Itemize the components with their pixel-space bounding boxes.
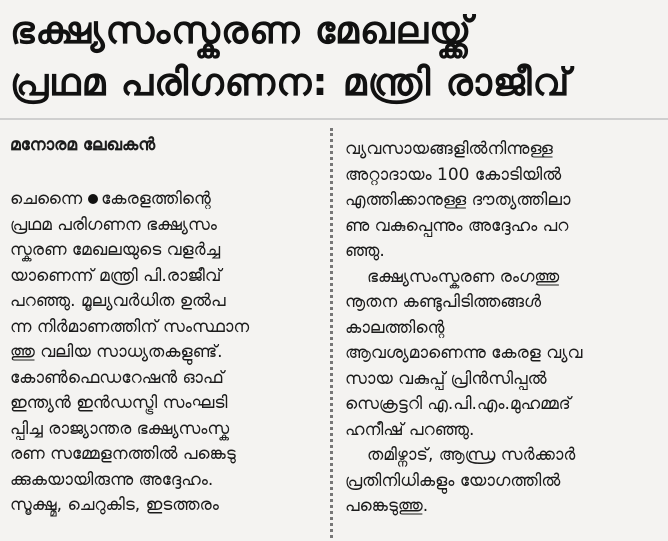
body-line: ത്തു വലിയ സാധ്യതകളുണ്ട്. [10, 342, 223, 362]
body-line: രണ സമ്മേളനത്തിൽ പങ്കെടു [10, 444, 236, 464]
body-line: ഇന്ത്യൻ ഇൻഡസ്ട്രി സംഘടി [10, 393, 228, 413]
article-headline [10, 4, 660, 108]
body-line: ഭക്ഷ്യസംസ്കരണ രംഗത്തു [367, 266, 560, 287]
body-line: കോൺഫെഡറേഷൻ ഓഫ് [10, 367, 224, 388]
body-line: ഹനീഷ് പറഞ്ഞു. [345, 419, 475, 440]
body-line: പ്രഥമ പരിഗണന ഭക്ഷ്യസം [10, 214, 217, 235]
body-line: ക്കുകയായിരുന്നു അദ്ദേഹം. [10, 469, 214, 490]
headline-rule [0, 118, 668, 120]
body-line: പ്പിച്ച രാജ്യാന്തര ഭക്ഷ്യസംസ്ക [10, 418, 230, 439]
body-line: സെക്രട്ടറി എ.പി.എം.മുഹമ്മദ് [345, 394, 571, 414]
article-column-left [10, 187, 318, 519]
headline-line-1: ഭക്ഷ്യസംസ്കരണ മേഖലയ്ക്ക് [10, 8, 473, 52]
body-line: ഞ്ഞു. [345, 241, 385, 261]
body-line: പറഞ്ഞു. മൂല്യവർധിത ഉൽപ [10, 291, 226, 311]
body-line: സൂക്ഷ്മ, ചെറുകിട, ഇടത്തരം [10, 495, 219, 515]
body-line: പ്രതിനിധികളും യോഗത്തിൽ [345, 470, 561, 491]
column-divider [330, 128, 333, 538]
body-line: ന്ന നിർമാണത്തിന് സംസ്ഥാന [10, 316, 250, 337]
body-line: തമിഴ്നാട്, ആന്ധ്ര സർക്കാർ [367, 445, 576, 465]
dateline-rest: കേരളത്തിന്റെ [101, 189, 211, 209]
dateline-line [10, 187, 318, 213]
body-line: വ്യവസായങ്ങളിൽനിന്നുള്ള [345, 139, 553, 159]
body-line: യാണെന്ന് മന്ത്രി പി.രാജീവ് [10, 265, 222, 286]
article-column-right [345, 137, 661, 520]
body-line: അറ്റാദായം 100 കോടിയിൽ [345, 164, 562, 185]
body-line: സ്കരണ മേഖലയുടെ വളർച്ച [10, 240, 221, 260]
dateline: ചെന്നൈ [10, 189, 83, 209]
body-line: സായ വകുപ്പ് പ്രിൻസിപ്പൽ [345, 368, 547, 389]
body-line: ണു വകുപ്പെന്നും അദ്ദേഹം പറ [345, 215, 569, 236]
body-line: ആവശ്യമാണെന്നു കേരള വ്യവ [345, 343, 583, 363]
byline: മനോരമ ലേഖകൻ [10, 135, 156, 155]
body-line: പങ്കെടുത്തു. [345, 496, 429, 516]
body-line: കാലത്തിന്റെ [345, 317, 445, 338]
headline-line-2: പ്രഥമ പരിഗണന: മന്ത്രി രാജീവ് [10, 60, 571, 104]
body-line: നൂതന കണ്ടുപിടിത്തങ്ങൾ [345, 292, 542, 312]
body-line: എത്തിക്കാനുള്ള ദൗത്യത്തിലാ [345, 190, 571, 210]
bullet-icon [88, 194, 98, 204]
